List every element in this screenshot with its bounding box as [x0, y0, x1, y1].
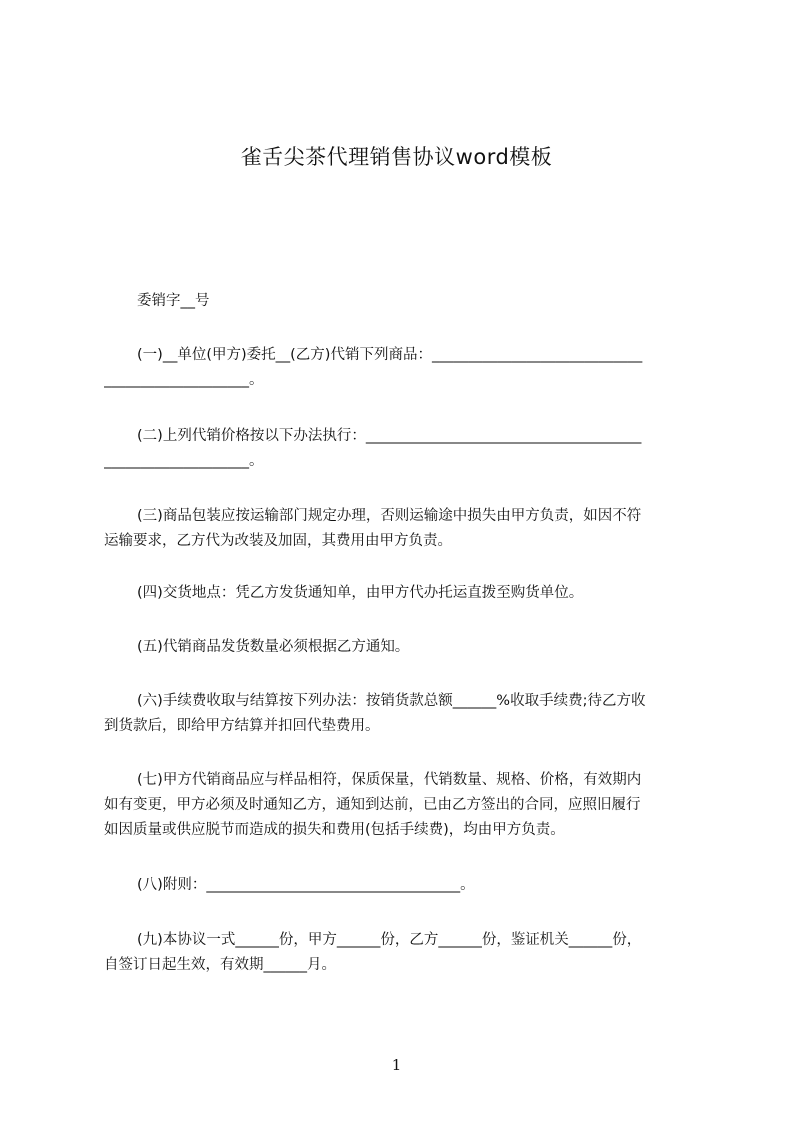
clause-1 [104, 343, 704, 393]
clause-9 [104, 928, 704, 978]
clause-3-line-1: (三)商品包装应按运输部门规定办理，否则运输途中损失由甲方负责，如因不符 [137, 508, 642, 524]
page-number: 1 [391, 1056, 402, 1074]
clause-4 [104, 581, 704, 606]
clause-7-line-3: 如因质量或供应脱节而造成的损失和费用(包括手续费)，均由甲方负责。 [104, 822, 565, 838]
reference-number-text: 委销字__号 [137, 293, 210, 309]
clause-6-line-1: (六)手续费收取与结算按下列办法：按销货款总额______%收取手续费;待乙方收 [137, 693, 646, 709]
clause-8-line-1: (八)附则：___________________________________。 [137, 877, 475, 893]
document-title: 雀舌尖茶代理销售协议word模板 [240, 145, 553, 169]
clause-8 [104, 873, 704, 898]
clause-5-line-1: (五)代销商品发货数量必须根据乙方通知。 [137, 639, 410, 655]
clause-6 [104, 689, 704, 739]
clause-9-line-1: (九)本协议一式______份，甲方______份，乙方______份，鉴证机关______份， [137, 932, 642, 948]
clause-1-line-2: ____________________。 [104, 372, 264, 388]
clause-2 [104, 424, 704, 474]
clause-9-line-2: 自签订日起生效，有效期______月。 [104, 957, 336, 973]
clause-1-line-1: (一)__单位(甲方)委托__(乙方)代销下列商品：_____________________________ [137, 347, 643, 363]
clause-5 [104, 635, 704, 660]
reference-number [104, 289, 704, 314]
clause-2-line-1: (二)上列代销价格按以下办法执行：______________________________________ [137, 428, 642, 444]
clause-7-line-1: (七)甲方代销商品应与样品相符，保质保量，代销数量、规格、价格，有效期内 [137, 772, 642, 788]
clause-3 [104, 504, 704, 554]
clause-2-line-2: ____________________。 [104, 453, 264, 469]
clause-7-line-2: 如有变更，甲方必须及时通知乙方，通知到达前，已由乙方签出的合同，应照旧履行 [104, 797, 641, 813]
clause-6-line-2: 到货款后，即给甲方结算并扣回代垫费用。 [104, 718, 380, 734]
clause-3-line-2: 运输要求，乙方代为改装及加固，其费用由甲方负责。 [104, 533, 452, 549]
clause-7 [104, 768, 704, 843]
clause-4-line-1: (四)交货地点：凭乙方发货通知单，由甲方代办托运直拨至购货单位。 [137, 585, 584, 601]
